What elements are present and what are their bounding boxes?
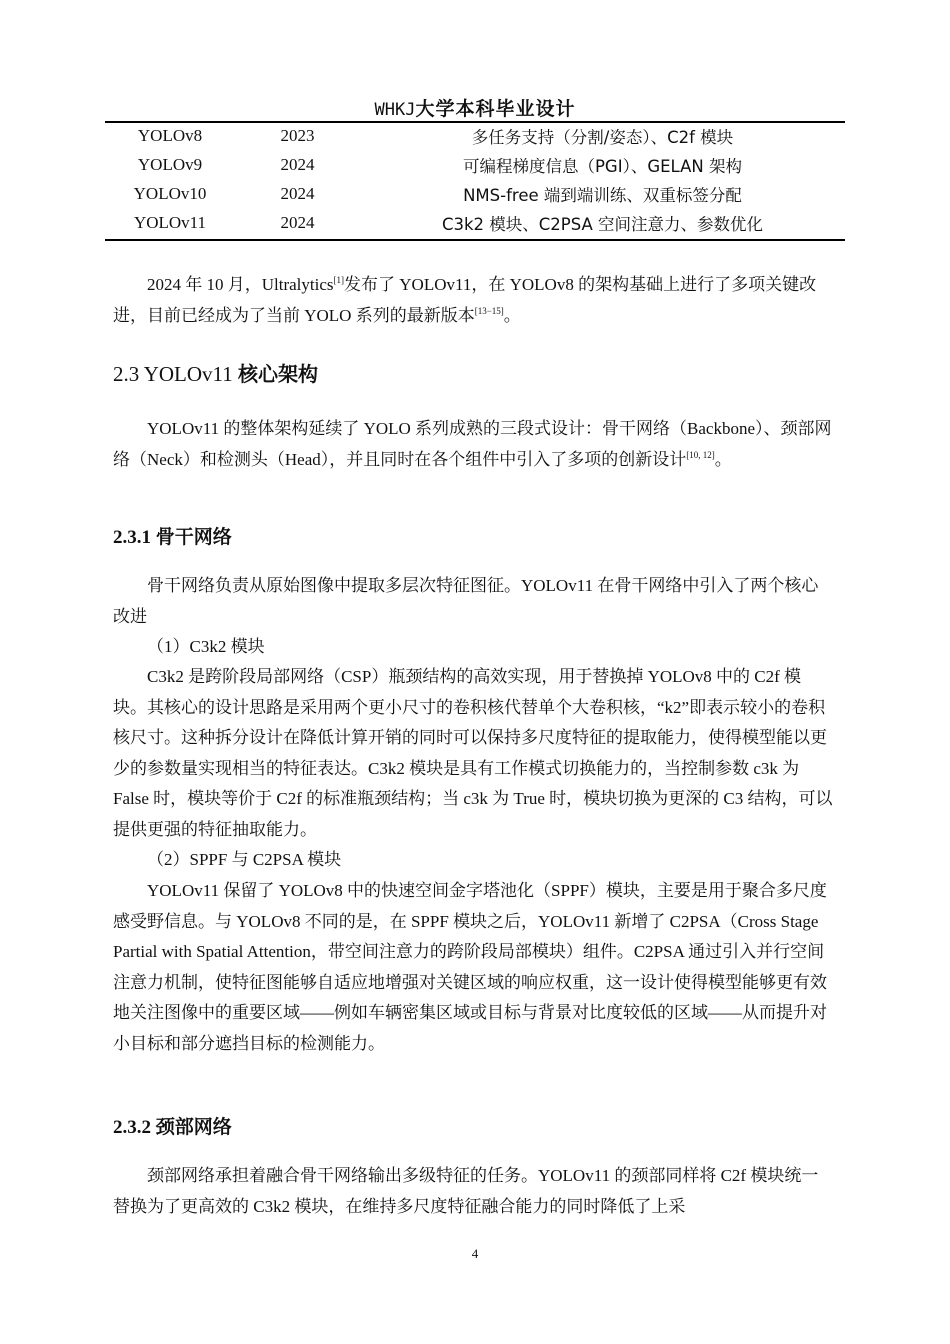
header-prefix: WHKJ [374, 100, 416, 120]
intro-text: 发布了 YOLOv11，在 YOLOv8 的架构基础上进行了多项关键改进，目前已经成为了当前 YOLO 系列的最新版本 [113, 275, 817, 325]
section-title: 骨干网络 [155, 526, 232, 548]
sppf-c2psa-paragraph: YOLOv11 保留了 YOLOv8 中的快速空间金字塔池化（SPPF）模块，主要是用于聚合多尺度感受野信息。与 YOLOv8 不同的是，在 SPPF 模块之后，YOLOv11 新增了 C2PSA（Cross Stage Partial with Spatial Attention，带空间注意力的跨阶段局部模块）组件。C2PSA 通过引入并行空间注意力机制，使特征图能够自适应地增强对关键区域的响应权重，这一设计使得模型能够更有效地关注图像中的重要区域——例如车辆密集区域或目标与背景对比度较低的区域——从而提升对小目标和部分遮挡目标的检测能力。 [113, 881, 827, 1053]
section-title: 核心架构 [238, 362, 319, 386]
architecture-paragraph [113, 414, 833, 475]
section-title: 颈部网络 [155, 1116, 232, 1138]
table-cell-year: 2024 [280, 183, 315, 203]
section-number: 2.3 YOLOv11 [113, 362, 233, 386]
table-cell-model: YOLOv8 [137, 125, 203, 145]
intro-text: 2024 年 10 月，Ultralytics [147, 275, 334, 294]
table-cell-feature: C3k2 模块、C2PSA 空间注意力、参数优化 [441, 214, 764, 234]
yolo-version-table [105, 121, 845, 237]
section-heading-2-3-1 [113, 522, 232, 549]
page-number: 4 [471, 1246, 479, 1261]
table-cell-feature: 多任务支持（分割/姿态）、C2f 模块 [471, 127, 734, 147]
table-row [105, 121, 845, 150]
section-heading-2-3 [113, 358, 318, 387]
table-cell-year: 2023 [280, 125, 315, 145]
table-row [105, 208, 845, 237]
page-header [105, 94, 845, 120]
table-bottom-rule [105, 239, 845, 241]
citation-ref: [1] [333, 275, 345, 285]
backbone-intro-paragraph: 骨干网络负责从原始图像中提取多层次特征图征。YOLOv11 在骨干网络中引入了两个核心改进 [113, 576, 819, 626]
c3k2-paragraph: C3k2 是跨阶段局部网络（CSP）瓶颈结构的高效实现，用于替换掉 YOLOv8 中的 C2f 模块。其核心的设计思路是采用两个更小尺寸的卷积核代替单个大卷积核，“k2”即表示较小的卷积核尺寸。这种拆分设计在降低计算开销的同时可以保持多尺度特征的提取能力，使得模型能以更少的参数量实现相当的特征表达。C3k2 模块是具有工作模式切换能力的，当控制参数 c3k 为 False 时，模块等价于 C2f 的标准瓶颈结构；当 c3k 为 True 时，模块切换为更深的 C3 结构，可以提供更强的特征抽取能力。 [113, 667, 833, 839]
section-heading-2-3-2 [113, 1112, 232, 1139]
table-cell-model: YOLOv11 [133, 212, 207, 232]
section-number: 2.3.2 [113, 1117, 151, 1138]
section-number: 2.3.1 [113, 527, 151, 548]
neck-paragraph: 颈部网络承担着融合骨干网络输出多级特征的任务。YOLOv11 的颈部同样将 C2f 模块统一替换为了更高效的 C3k2 模块，在维持多尺度特征融合能力的同时降低了上采 [113, 1166, 819, 1216]
paragraph-text: 。 [714, 449, 732, 469]
sppf-item-label: （2）SPPF 与 C2PSA 模块 [147, 850, 342, 869]
header-title: 大学本科毕业设计 [415, 98, 576, 120]
intro-paragraph [113, 270, 833, 331]
table-row [105, 179, 845, 208]
table-cell-model: YOLOv9 [137, 154, 203, 174]
citation-ref: [10, 12] [686, 449, 715, 460]
table-cell-feature: 可编程梯度信息（PGI）、GELAN 架构 [462, 156, 742, 176]
intro-text: 。 [503, 305, 521, 325]
paragraph-text: YOLOv11 的整体架构延续了 YOLO 系列成熟的三段式设计：骨干网络（Backbone）、颈部网络（Neck）和检测头（Head），并且同时在各个组件中引入了多项的创新设计 [113, 419, 832, 469]
table-cell-model: YOLOv10 [133, 183, 207, 203]
table-cell-feature: NMS-free 端到端训练、双重标签分配 [463, 185, 742, 205]
table-cell-year: 2024 [280, 154, 315, 174]
table-row [105, 150, 845, 179]
citation-ref: [13−15] [474, 305, 504, 316]
c3k2-item-label: （1）C3k2 模块 [147, 637, 265, 656]
table-cell-year: 2024 [280, 212, 315, 232]
